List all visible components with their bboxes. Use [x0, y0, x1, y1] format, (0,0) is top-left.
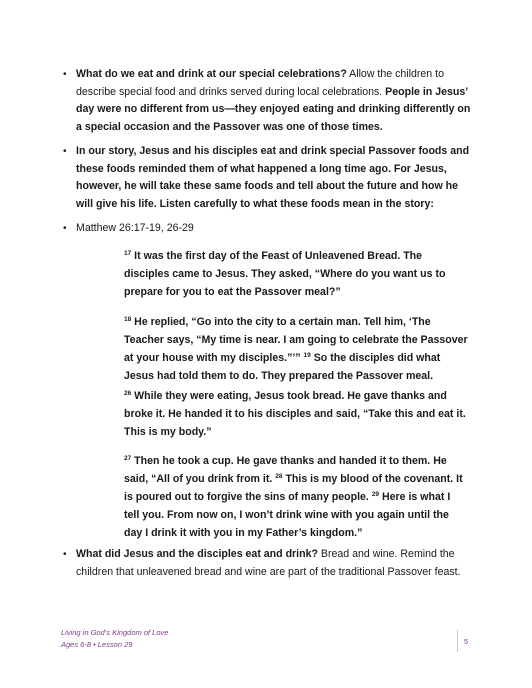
verse-number: 19	[303, 352, 311, 359]
scripture-paragraph-18	[124, 313, 468, 385]
bullet-text: Bread and wine. Remind the children that unleavened bread and wine are part of the traditional Passover feast.	[76, 548, 461, 578]
verse-number: 26	[124, 390, 132, 397]
scripture-paragraph-27	[124, 452, 468, 542]
bullet-story-intro	[63, 143, 476, 213]
scripture-paragraph-26	[124, 387, 468, 441]
bullet-emphasis: People in Jesus’ day were no different from us—they enjoyed eating and drinking differently on a special occasion and the Passover was one of those times.	[76, 85, 471, 133]
footer-divider	[457, 630, 458, 652]
verse-text: So the disciples did what Jesus had told them to do. They prepared the Passover meal.	[124, 352, 441, 382]
bullet-scripture-reference	[63, 220, 476, 238]
verse-number: 18	[124, 316, 132, 323]
bullet-icon: •	[63, 549, 67, 560]
bullet-icon: •	[63, 223, 67, 234]
verse-text: He replied, “Go into the city to a certain man. Tell him, ‘The Teacher says, “My time is near. I am going to celebrate the Passover at your house with my disciples.”’”	[124, 316, 468, 364]
verse-text: This is my blood of the covenant. It is poured out to forgive the sins of many people.	[124, 473, 463, 503]
verse-text: Then he took a cup. He gave thanks and handed it to them. He said, “All of you drink from it.	[124, 455, 447, 485]
bullet-text: Allow the children to describe special food and drinks served during local celebrations.	[76, 68, 444, 98]
bullet-icon: •	[63, 69, 67, 80]
verse-number: 27	[124, 455, 132, 462]
bullet-lead: What did Jesus and the disciples eat and drink?	[76, 548, 318, 560]
verse-number: 28	[275, 473, 283, 480]
verse-number: 17	[124, 250, 132, 257]
verse-number: 29	[371, 491, 380, 498]
verse-text: It was the first day of the Feast of Unleavened Bread. The disciples came to Jesus. They asked, “Where do you want us to prepare for you to eat the Passover meal?”	[124, 250, 446, 298]
verse-text: While they were eating, Jesus took bread. He gave thanks and broke it. He handed it to his disciples and said, “Take this and eat it. This is my body.”	[124, 390, 466, 438]
footer-curriculum	[61, 627, 168, 650]
bullet-emphasis: In our story, Jesus and his disciples eat and drink special Passover foods and these foods reminded them of what happened a long time ago. For Jesus, however, he will take these same foods and tell about the future and how he will give his life. Listen carefully to what these foods mean in the story:	[76, 145, 470, 210]
footer-subtitle: Ages 6-8 • Lesson 29	[61, 639, 133, 649]
bullet-eat-and-drink	[63, 546, 476, 581]
bullet-lead: What do we eat and drink at our special celebrations?	[76, 68, 347, 80]
verse-text: Here is what I tell you. From now on, I won’t drink wine with you again until the day I drink it with you in my Father’s kingdom.”	[124, 491, 451, 539]
footer-title: Living in God’s Kingdom of Love	[61, 628, 169, 637]
page-number: 5	[464, 637, 469, 646]
scripture-reference: Matthew 26:17-19, 26-29	[76, 222, 194, 234]
scripture-paragraph-17	[124, 247, 468, 301]
bullet-icon: •	[63, 146, 67, 157]
bullet-celebrations	[63, 66, 476, 136]
